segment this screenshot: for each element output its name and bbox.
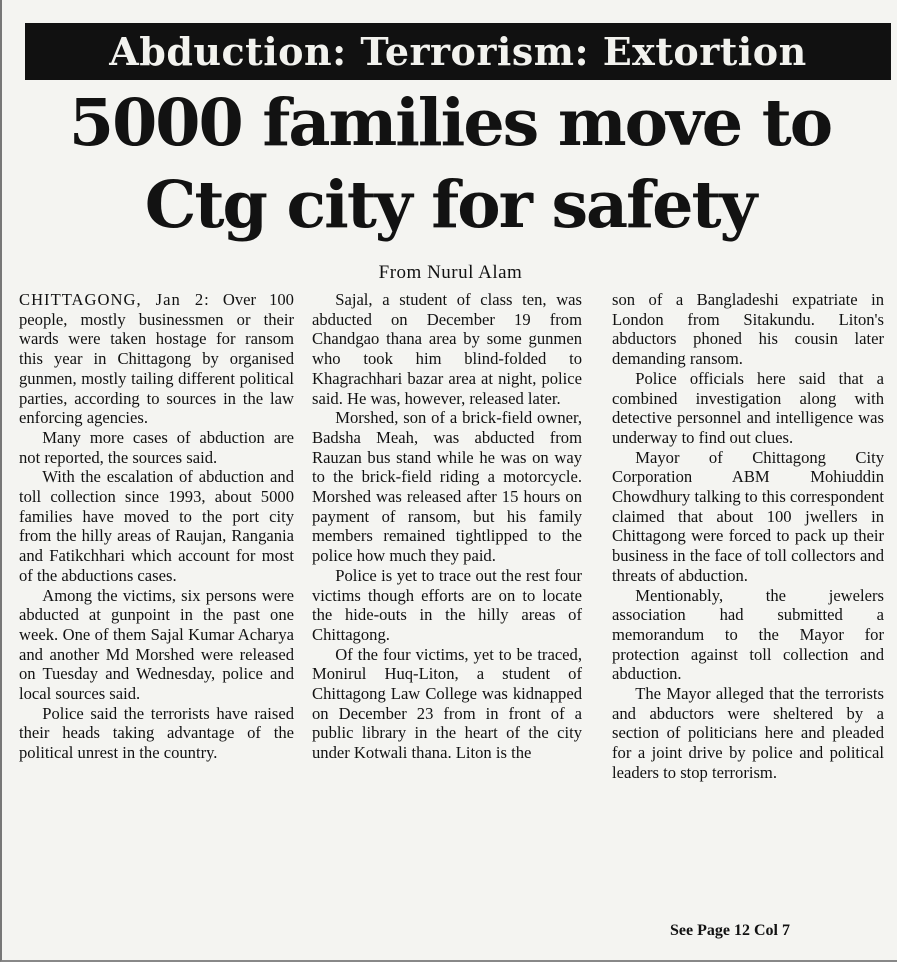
headline xyxy=(16,82,884,246)
headline-line-2: Ctg city for safety xyxy=(144,167,756,243)
paragraph: son of a Bangladeshi expatriate in London from Sitakundu. Liton's abductors phoned his cousin later demanding ransom. xyxy=(612,290,884,369)
paragraph: Police is yet to trace out the rest four victims though efforts are on to locate the hide-outs in the hilly areas of Chittagong. xyxy=(312,565,582,644)
paragraph: Among the victims, six persons were abducted at gunpoint in the past one week. One of them Sajal Kumar Acharya and another Md Morshed were released on Tuesday and Wednesday, police and local sources said. xyxy=(19,585,294,704)
section-banner: Abduction: Terrorism: Extortion xyxy=(25,23,891,80)
paragraph: With the escalation of abduction and toll collection since 1993, about 5000 families have moved to the port city from the hilly areas of Raujan, Rangania and Fatikchhari which account for most of the abductions cases. xyxy=(19,467,294,585)
paragraph: Morshed, son of a brick-field owner, Badsha Meah, was abducted from Rauzan bus stand while he was on way to the brick-field riding a motorcycle. Morshed was released after 15 hours on payment of ransom, but his family members remained tightlipped to the police how much they paid. xyxy=(312,408,582,566)
continuation-note: See Page 12 Col 7 xyxy=(670,922,790,939)
paragraph: Many more cases of abduction are not reported, the sources said. xyxy=(19,427,294,467)
paragraph: Mentionably, the jewelers association had submitted a memorandum to the Mayor for protection against toll collection and abduction. xyxy=(612,585,884,684)
paragraph: Police said the terrorists have raised their heads taking advantage of the political unrest in the country. xyxy=(19,703,294,763)
paragraph: Mayor of Chittagong City Corporation ABM Mohiuddin Chowdhury talking to this correspondent claimed that about 100 jwellers in Chittagong were forced to pack up their business in the face of toll collectors and threats of abduction. xyxy=(612,447,884,585)
paragraph-text: Over 100 people, mostly businessmen or their wards were taken hostage for ransom this year in Chittagong by organised gunmen, mostly tailing different political parties, according to sources in the law enforcing agencies. xyxy=(19,290,294,428)
paragraph: Police officials here said that a combined investigation along with detective personnel and intelligence was underway to find out clues. xyxy=(612,368,884,447)
paragraph xyxy=(19,290,294,428)
paragraph: Of the four victims, yet to be traced, Monirul Huq-Liton, a student of Chittagong Law College was kidnapped on December 23 from in front of a public library in the heart of the city under Kotwali thana. Liton is the xyxy=(312,644,582,763)
article-column-3 xyxy=(612,290,884,783)
headline-line-1: 5000 families move to xyxy=(68,85,832,161)
article-column-2 xyxy=(312,290,582,763)
paragraph: Sajal, a student of class ten, was abducted on December 19 from Chandgao thana area by some gunmen who took him blind-folded to Khagrachhari bazar area at night, police said. He was, however, released later. xyxy=(312,290,582,408)
byline: From Nurul Alam xyxy=(378,262,523,283)
paragraph: The Mayor alleged that the terrorists and abductors were sheltered by a section of politicians here and pleaded for a joint drive by police and political leaders to stop terrorism. xyxy=(612,684,884,782)
article-column-1 xyxy=(19,290,294,763)
dateline: CHITTAGONG, Jan 2: xyxy=(19,290,210,309)
